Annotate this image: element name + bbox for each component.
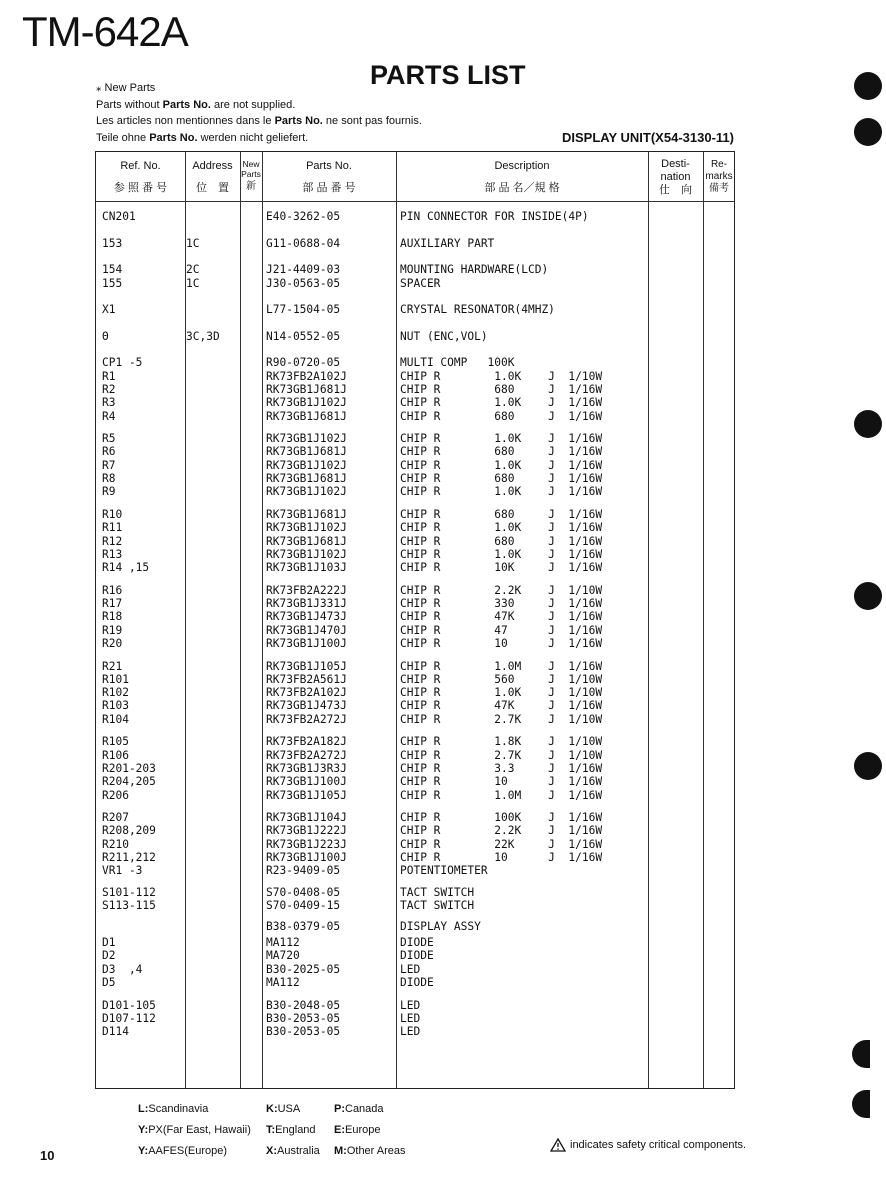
table-row bbox=[96, 637, 734, 650]
parts-no-cell: RK73GB1J681J bbox=[266, 472, 347, 485]
binding-hole bbox=[852, 1040, 870, 1068]
table-row bbox=[96, 864, 734, 877]
table-row bbox=[96, 735, 734, 748]
parts-no-cell: RK73GB1J222J bbox=[266, 824, 347, 838]
ref-no-cell: D2 bbox=[102, 949, 116, 963]
ref-no-cell: D107-112 bbox=[102, 1011, 156, 1025]
ref-no-cell: D5 bbox=[102, 976, 116, 990]
page-title: PARTS LIST bbox=[370, 60, 526, 90]
table-row bbox=[96, 610, 734, 623]
parts-no-cell: RK73FB2A222J bbox=[266, 583, 347, 597]
parts-no-cell: RK73GB1J102J bbox=[266, 521, 347, 535]
parts-no-cell: RK73FB2A272J bbox=[266, 712, 347, 726]
ref-no-cell: R13 bbox=[102, 547, 123, 561]
table-row bbox=[96, 899, 734, 912]
ref-no-cell: R206 bbox=[102, 788, 129, 802]
table-row bbox=[96, 521, 734, 534]
ref-no-cell: R103 bbox=[102, 699, 129, 713]
table-row bbox=[96, 851, 734, 864]
description-cell: CHIP R 10K J 1/16W bbox=[400, 561, 603, 575]
parts-no-cell: RK73GB1J681J bbox=[266, 382, 347, 396]
description-cell: CHIP R 560 J 1/10W bbox=[400, 672, 603, 686]
parts-table bbox=[95, 151, 735, 1089]
ref-no-cell: R14 ,15 bbox=[102, 561, 150, 575]
table-row bbox=[96, 886, 734, 899]
description-cell: CHIP R 1.0M J 1/16W bbox=[400, 788, 603, 802]
parts-no-cell: RK73FB2A272J bbox=[266, 748, 347, 762]
table-row bbox=[96, 432, 734, 445]
description-cell: CHIP R 2.7K J 1/10W bbox=[400, 712, 603, 726]
parts-no-cell: J30-0563-05 bbox=[266, 276, 341, 290]
parts-no-cell: RK73GB1J105J bbox=[266, 659, 347, 673]
parts-no-cell: RK73GB1J103J bbox=[266, 561, 347, 575]
table-row bbox=[96, 949, 734, 962]
header-new-parts: New Parts 新 bbox=[241, 159, 261, 192]
ref-no-cell: VR1 -3 bbox=[102, 864, 143, 878]
binding-hole bbox=[852, 1090, 870, 1118]
description-cell: CHIP R 680 J 1/16W bbox=[400, 445, 603, 459]
ref-no-cell: R105 bbox=[102, 735, 129, 749]
table-row bbox=[96, 396, 734, 409]
table-row bbox=[96, 356, 734, 369]
ref-no-cell: R7 bbox=[102, 458, 116, 472]
table-row bbox=[96, 838, 734, 851]
table-row bbox=[96, 999, 734, 1012]
table-row bbox=[96, 263, 734, 276]
parts-no-cell: RK73GB1J102J bbox=[266, 458, 347, 472]
header-ref: Ref. No. 参 照 番 号 bbox=[113, 160, 168, 194]
table-row bbox=[96, 811, 734, 824]
parts-no-cell: MA112 bbox=[266, 936, 300, 950]
parts-no-cell: G11-0688-04 bbox=[266, 236, 341, 250]
parts-no-cell: L77-1504-05 bbox=[266, 303, 341, 317]
new-parts-note: ⁎ New Parts bbox=[96, 82, 156, 94]
table-row bbox=[96, 508, 734, 521]
address-cell: 1C bbox=[186, 276, 200, 290]
ref-no-cell: S101-112 bbox=[102, 885, 156, 899]
description-cell: CHIP R 3.3 J 1/16W bbox=[400, 761, 603, 775]
note-french: Les articles non mentionnes dans le Parts No. ne sont pas fournis. bbox=[96, 115, 422, 127]
ref-no-cell: R106 bbox=[102, 748, 129, 762]
table-row bbox=[96, 673, 734, 686]
ref-no-cell: R101 bbox=[102, 672, 129, 686]
table-row bbox=[96, 485, 734, 498]
parts-no-cell: RK73GB1J100J bbox=[266, 851, 347, 865]
ref-no-cell: R1 bbox=[102, 369, 116, 383]
binding-hole bbox=[854, 410, 882, 438]
binding-hole bbox=[854, 118, 882, 146]
description-cell: NUT (ENC,VOL) bbox=[400, 329, 488, 343]
description-cell: CHIP R 1.0K J 1/16W bbox=[400, 547, 603, 561]
ref-no-cell: 154 bbox=[102, 263, 123, 277]
table-row bbox=[96, 775, 734, 788]
table-row bbox=[96, 660, 734, 673]
ref-no-cell: R204,205 bbox=[102, 775, 156, 789]
description-cell: CHIP R 2.7K J 1/10W bbox=[400, 748, 603, 762]
ref-no-cell: 153 bbox=[102, 236, 123, 250]
ref-no-cell: D101-105 bbox=[102, 998, 156, 1012]
table-row bbox=[96, 330, 734, 343]
description-cell: CHIP R 680 J 1/16W bbox=[400, 472, 603, 485]
table-row bbox=[96, 1012, 734, 1025]
table-row bbox=[96, 370, 734, 383]
table-row bbox=[96, 976, 734, 989]
ref-no-cell: R21 bbox=[102, 659, 123, 673]
parts-no-cell: RK73FB2A102J bbox=[266, 686, 347, 700]
description-cell: MOUNTING HARDWARE(LCD) bbox=[400, 263, 549, 277]
ref-no-cell: Θ bbox=[102, 329, 109, 343]
description-cell: CHIP R 680 J 1/16W bbox=[400, 534, 603, 548]
parts-no-cell: E40-3262-05 bbox=[266, 210, 341, 223]
header-remarks: Re- marks 備考 bbox=[705, 159, 733, 194]
description-cell: CRYSTAL RESONATOR(4MHZ) bbox=[400, 303, 555, 317]
ref-no-cell: R2 bbox=[102, 382, 116, 396]
ref-no-cell: R102 bbox=[102, 686, 129, 700]
warning-icon bbox=[550, 1138, 566, 1152]
parts-no-cell: RK73GB1J223J bbox=[266, 837, 347, 851]
ref-no-cell: R10 bbox=[102, 507, 123, 521]
table-row bbox=[96, 686, 734, 699]
parts-no-cell: RK73GB1J3R3J bbox=[266, 761, 347, 775]
parts-no-cell: RK73FB2A182J bbox=[266, 735, 347, 749]
description-cell: CHIP R 47K J 1/16W bbox=[400, 610, 603, 624]
description-cell: CHIP R 2.2K J 1/10W bbox=[400, 583, 603, 597]
description-cell: CHIP R 47K J 1/16W bbox=[400, 699, 603, 713]
ref-no-cell: R210 bbox=[102, 837, 129, 851]
description-cell: DIODE bbox=[400, 936, 434, 950]
ref-no-cell: S113-115 bbox=[102, 898, 156, 912]
address-cell: 2C bbox=[186, 263, 200, 277]
header-parts-no: Parts No. 部 品 番 号 bbox=[302, 160, 356, 194]
parts-no-cell: RK73GB1J473J bbox=[266, 699, 347, 713]
table-row bbox=[96, 383, 734, 396]
ref-no-cell: D114 bbox=[102, 1025, 129, 1039]
table-row bbox=[96, 963, 734, 976]
page-number: 10 bbox=[40, 1148, 55, 1163]
ref-no-cell: R5 bbox=[102, 432, 116, 446]
parts-no-cell: RK73GB1J104J bbox=[266, 811, 347, 825]
parts-no-cell: RK73GB1J100J bbox=[266, 636, 347, 650]
description-cell: LED bbox=[400, 962, 421, 976]
table-row bbox=[96, 410, 734, 423]
table-row bbox=[96, 277, 734, 290]
parts-no-cell: J21-4409-03 bbox=[266, 263, 341, 277]
description-cell: MULTI COMP 100K bbox=[400, 356, 515, 370]
description-cell: DIODE bbox=[400, 976, 434, 990]
header-destination: Desti- nation 仕 向 bbox=[659, 158, 692, 196]
parts-no-cell: RK73GB1J102J bbox=[266, 485, 347, 499]
parts-no-cell: MA112 bbox=[266, 976, 300, 990]
table-row bbox=[96, 699, 734, 712]
ref-no-cell: R19 bbox=[102, 623, 123, 637]
description-cell: TACT SWITCH bbox=[400, 885, 475, 899]
parts-no-cell: RK73GB1J470J bbox=[266, 623, 347, 637]
table-row bbox=[96, 548, 734, 561]
description-cell: LED bbox=[400, 998, 421, 1012]
description-cell: CHIP R 330 J 1/16W bbox=[400, 597, 603, 611]
description-cell: CHIP R 100K J 1/16W bbox=[400, 811, 603, 825]
ref-no-cell: R18 bbox=[102, 610, 123, 624]
parts-no-cell: RK73GB1J102J bbox=[266, 396, 347, 410]
ref-no-cell: D3 ,4 bbox=[102, 962, 143, 976]
description-cell: CHIP R 1.0K J 1/16W bbox=[400, 396, 603, 410]
parts-no-cell: RK73GB1J100J bbox=[266, 775, 347, 789]
description-cell: CHIP R 1.8K J 1/10W bbox=[400, 735, 603, 749]
parts-no-cell: RK73GB1J473J bbox=[266, 610, 347, 624]
ref-no-cell: R211,212 bbox=[102, 851, 156, 865]
binding-hole bbox=[854, 582, 882, 610]
ref-no-cell: R207 bbox=[102, 811, 129, 825]
parts-no-cell: RK73GB1J681J bbox=[266, 507, 347, 521]
table-row bbox=[96, 749, 734, 762]
binding-hole bbox=[854, 752, 882, 780]
parts-no-cell: RK73GB1J681J bbox=[266, 534, 347, 548]
table-row bbox=[96, 584, 734, 597]
description-cell: POTENTIOMETER bbox=[400, 864, 488, 878]
table-row bbox=[96, 920, 734, 933]
description-cell: PIN CONNECTOR FOR INSIDE(4P) bbox=[400, 210, 589, 223]
description-cell: CHIP R 1.0K J 1/16W bbox=[400, 458, 603, 472]
ref-no-cell: D1 bbox=[102, 936, 116, 950]
parts-no-cell: B30-2053-05 bbox=[266, 1025, 341, 1039]
parts-no-cell: RK73GB1J102J bbox=[266, 432, 347, 446]
ref-no-cell: X1 bbox=[102, 303, 116, 317]
parts-no-cell: RK73FB2A561J bbox=[266, 672, 347, 686]
table-row bbox=[96, 561, 734, 574]
table-row bbox=[96, 210, 734, 223]
description-cell: CHIP R 1.0K J 1/16W bbox=[400, 521, 603, 535]
table-row bbox=[96, 762, 734, 775]
table-row bbox=[96, 789, 734, 802]
table-row bbox=[96, 597, 734, 610]
description-cell: DIODE bbox=[400, 949, 434, 963]
description-cell: LED bbox=[400, 1025, 421, 1039]
parts-no-cell: B30-2025-05 bbox=[266, 962, 341, 976]
description-cell: CHIP R 10 J 1/16W bbox=[400, 775, 603, 789]
table-row bbox=[96, 303, 734, 316]
binding-hole bbox=[854, 72, 882, 100]
parts-no-cell: MA720 bbox=[266, 949, 300, 963]
table-row bbox=[96, 535, 734, 548]
table-row bbox=[96, 1025, 734, 1038]
ref-no-cell: R208,209 bbox=[102, 824, 156, 838]
description-cell: CHIP R 22K J 1/16W bbox=[400, 837, 603, 851]
parts-no-cell: R23-9409-05 bbox=[266, 864, 341, 878]
description-cell: SPACER bbox=[400, 276, 441, 290]
notes-block bbox=[96, 80, 422, 146]
description-cell: AUXILIARY PART bbox=[400, 236, 495, 250]
description-cell: CHIP R 2.2K J 1/16W bbox=[400, 824, 603, 838]
unit-title: DISPLAY UNIT(X54-3130-11) bbox=[562, 130, 734, 145]
description-cell: CHIP R 680 J 1/16W bbox=[400, 382, 603, 396]
note-german: Teile ohne Parts No. werden nicht geliefert. bbox=[96, 131, 309, 144]
ref-no-cell: R17 bbox=[102, 597, 123, 611]
ref-no-cell: R104 bbox=[102, 712, 129, 726]
parts-no-cell: RK73FB2A102J bbox=[266, 369, 347, 383]
table-row bbox=[96, 445, 734, 458]
parts-no-cell: RK73GB1J102J bbox=[266, 547, 347, 561]
description-cell: DISPLAY ASSY bbox=[400, 920, 481, 934]
description-cell: CHIP R 1.0M J 1/16W bbox=[400, 659, 603, 673]
ref-no-cell: R16 bbox=[102, 583, 123, 597]
description-cell: CHIP R 680 J 1/16W bbox=[400, 409, 603, 423]
ref-no-cell: R11 bbox=[102, 521, 123, 535]
parts-no-cell: S70-0409-15 bbox=[266, 898, 341, 912]
parts-no-cell: B38-0379-05 bbox=[266, 920, 341, 934]
note-english: Parts without Parts No. are not supplied. bbox=[96, 98, 296, 111]
ref-no-cell: R201-203 bbox=[102, 761, 156, 775]
table-row bbox=[96, 459, 734, 472]
ref-no-cell: CP1 -5 bbox=[102, 356, 143, 370]
safety-note: indicates safety critical components. bbox=[550, 1138, 746, 1152]
ref-no-cell: R6 bbox=[102, 445, 116, 459]
description-cell: CHIP R 10 J 1/16W bbox=[400, 851, 603, 865]
parts-no-cell: S70-0408-05 bbox=[266, 885, 341, 899]
description-cell: LED bbox=[400, 1011, 421, 1025]
parts-no-cell: RK73GB1J681J bbox=[266, 409, 347, 423]
ref-no-cell: R12 bbox=[102, 534, 123, 548]
header-description: Description 部 品 名／規 格 bbox=[484, 160, 560, 194]
parts-no-cell: B30-2053-05 bbox=[266, 1011, 341, 1025]
description-cell: CHIP R 47 J 1/16W bbox=[400, 623, 603, 637]
header-address: Address 位 置 bbox=[192, 160, 233, 194]
parts-no-cell: N14-0552-05 bbox=[266, 329, 341, 343]
address-cell: 1C bbox=[186, 236, 200, 250]
parts-no-cell: R90-0720-05 bbox=[266, 356, 341, 370]
table-row bbox=[96, 713, 734, 726]
table-row bbox=[96, 936, 734, 949]
ref-no-cell: R4 bbox=[102, 409, 116, 423]
description-cell: CHIP R 1.0K J 1/16W bbox=[400, 432, 603, 446]
ref-no-cell: R9 bbox=[102, 485, 116, 499]
ref-no-cell: R3 bbox=[102, 396, 116, 410]
ref-no-cell: R20 bbox=[102, 636, 123, 650]
ref-no-cell: CN201 bbox=[102, 210, 136, 223]
description-cell: CHIP R 1.0K J 1/16W bbox=[400, 485, 603, 499]
parts-no-cell: RK73GB1J331J bbox=[266, 597, 347, 611]
description-cell: TACT SWITCH bbox=[400, 898, 475, 912]
description-cell: CHIP R 10 J 1/16W bbox=[400, 636, 603, 650]
table-row bbox=[96, 472, 734, 485]
table-row bbox=[96, 624, 734, 637]
description-cell: CHIP R 1.0K J 1/10W bbox=[400, 686, 603, 700]
table-row bbox=[96, 237, 734, 250]
table-row bbox=[96, 824, 734, 837]
model-number: TM-642A bbox=[22, 8, 188, 55]
description-cell: CHIP R 1.0K J 1/10W bbox=[400, 369, 603, 383]
ref-no-cell: R8 bbox=[102, 472, 116, 485]
description-cell: CHIP R 680 J 1/16W bbox=[400, 507, 603, 521]
ref-no-cell: 155 bbox=[102, 276, 123, 290]
parts-no-cell: B30-2048-05 bbox=[266, 998, 341, 1012]
parts-no-cell: RK73GB1J105J bbox=[266, 788, 347, 802]
parts-no-cell: RK73GB1J681J bbox=[266, 445, 347, 459]
address-cell: 3C,3D bbox=[186, 329, 220, 343]
